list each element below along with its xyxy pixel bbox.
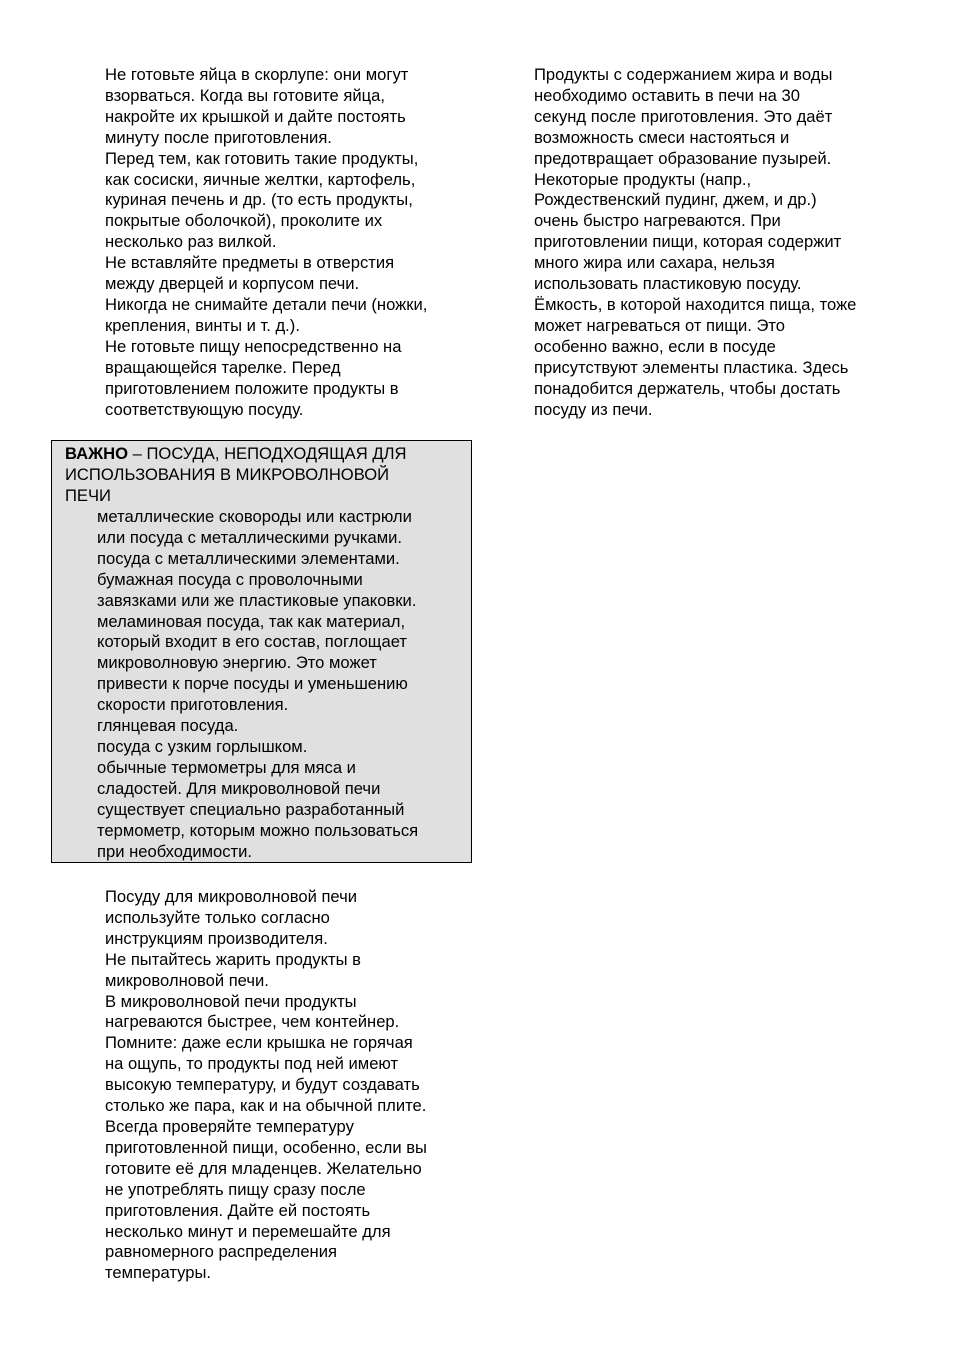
text-line: крепления, винты и т. д.).: [105, 315, 300, 335]
text-line: посуду из печи.: [534, 399, 653, 419]
warning-heading-line: ПЕЧИ: [65, 485, 111, 505]
text-line: В микроволновой печи продукты: [105, 991, 357, 1011]
warning-heading: [65, 444, 406, 507]
right-column-text: [534, 65, 914, 420]
text-line: много жира или сахара, нельзя: [534, 253, 775, 273]
unsuitable-cookware-list: [97, 507, 418, 862]
list-item-line: привести к порче посуды и уменьшению: [97, 674, 408, 694]
list-item-line: сладостей. Для микроволновой печи: [97, 778, 381, 798]
text-line: необходимо оставить в печи на 30: [534, 85, 800, 105]
text-line: микроволновой печи.: [105, 970, 269, 990]
warning-heading-line: [65, 444, 406, 465]
text-line: Не готовьте пищу непосредственно на: [105, 336, 402, 356]
text-line: Не вставляйте предметы в отверстия: [105, 253, 395, 273]
left-column-bottom-text: [105, 887, 485, 1284]
text-line: накройте их крышкой и дайте постоять: [105, 106, 406, 126]
text-line: может нагреваться от пищи. Это: [534, 315, 786, 335]
text-line: инструкциям производителя.: [105, 928, 328, 948]
text-line: понадобится держатель, чтобы достать: [534, 378, 841, 398]
text-line: приготовления. Дайте ей постоять: [105, 1200, 371, 1220]
list-item-line: или посуда с металлическими ручками.: [97, 527, 402, 547]
text-line: Перед тем, как готовить такие продукты,: [105, 148, 419, 168]
text-line: очень быстро нагреваются. При: [534, 211, 781, 231]
list-item-line: бумажная посуда с проволочными: [97, 569, 363, 589]
list-item-line: меламиновая посуда, так как материал,: [97, 611, 406, 631]
list-item-line: микроволновую энергию. Это может: [97, 653, 377, 673]
text-line: вращающейся тарелке. Перед: [105, 357, 341, 377]
text-line: температуры.: [105, 1263, 212, 1283]
text-line: готовите её для младенцев. Желательно: [105, 1158, 422, 1178]
text-line: нагреваются быстрее, чем контейнер.: [105, 1012, 400, 1032]
text-line: предотвращает образование пузырей.: [534, 148, 832, 168]
list-item-line: посуда с узким горлышком.: [97, 736, 308, 756]
text-line: Никогда не снимайте детали печи (ножки,: [105, 294, 428, 314]
list-item-line: скорости приготовления.: [97, 695, 289, 715]
text-line: возможность смеси настояться и: [534, 127, 790, 147]
list-item-line: существует специально разработанный: [97, 799, 405, 819]
text-line: Помните: даже если крышка не горячая: [105, 1033, 413, 1053]
important-warning-box: [51, 440, 472, 863]
text-line: соответствующую посуду.: [105, 399, 304, 419]
text-line: высокую температуру, и будут создавать: [105, 1075, 420, 1095]
text-line: Не готовьте яйца в скорлупе: они могут: [105, 65, 409, 84]
list-item-line: при необходимости.: [97, 841, 253, 861]
list-item-line: посуда с металлическими элементами.: [97, 548, 400, 568]
text-line: столько же пара, как и на обычной плите.: [105, 1096, 427, 1116]
text-line: секунд после приготовления. Это даёт: [534, 106, 833, 126]
text-line: использовать пластиковую посуду.: [534, 274, 802, 294]
text-line: как сосиски, яичные желтки, картофель,: [105, 169, 416, 189]
text-line: взорваться. Когда вы готовите яйца,: [105, 85, 385, 105]
text-line: приготовлением положите продукты в: [105, 378, 399, 398]
list-item-line: металлические сковороды или кастрюли: [97, 507, 412, 526]
text-line: используйте только согласно: [105, 907, 330, 927]
warning-heading-line: ИСПОЛЬЗОВАНИЯ В МИКРОВОЛНОВОЙ: [65, 464, 390, 484]
text-line: приготовлении пищи, которая содержит: [534, 232, 842, 252]
list-item-line: термометр, которым можно пользоваться: [97, 820, 419, 840]
text-line: особенно важно, если в посуде: [534, 336, 776, 356]
text-line: Всегда проверяйте температуру: [105, 1116, 354, 1136]
text-line: покрытые оболочкой), проколите их: [105, 211, 383, 231]
text-line: Продукты с содержанием жира и воды: [534, 65, 833, 84]
text-line: Посуду для микроволновой печи: [105, 887, 358, 906]
text-line: минуту после приготовления.: [105, 127, 332, 147]
text-line: несколько раз вилкой.: [105, 232, 277, 252]
text-line: между дверцей и корпусом печи.: [105, 274, 360, 294]
text-line: не употреблять пищу сразу после: [105, 1179, 366, 1199]
text-line: Некоторые продукты (напр.,: [534, 169, 752, 189]
text-line: на ощупь, то продукты под ней имеют: [105, 1054, 399, 1074]
left-column-top-text: [105, 65, 485, 420]
text-line: присутствуют элементы пластика. Здесь: [534, 357, 849, 377]
list-item-line: который входит в его состав, поглощает: [97, 632, 407, 652]
text-line: куриная печень и др. (то есть продукты,: [105, 190, 413, 210]
text-line: несколько минут и перемешайте для: [105, 1221, 391, 1241]
text-line: Рождественский пудинг, джем, и др.): [534, 190, 817, 210]
text-line: равномерного распределения: [105, 1242, 337, 1262]
list-item-line: завязками или же пластиковые упаковки.: [97, 590, 417, 610]
text-line: Ёмкость, в которой находится пища, тоже: [534, 294, 857, 314]
list-item-line: обычные термометры для мяса и: [97, 757, 356, 777]
text-line: приготовленной пищи, особенно, если вы: [105, 1137, 427, 1157]
text-line: Не пытайтесь жарить продукты в: [105, 949, 361, 969]
list-item-line: глянцевая посуда.: [97, 716, 239, 736]
warning-heading-text: – ПОСУДА, НЕПОДХОДЯЩАЯ ДЛЯ: [128, 444, 407, 463]
important-label: ВАЖНО: [65, 444, 129, 463]
